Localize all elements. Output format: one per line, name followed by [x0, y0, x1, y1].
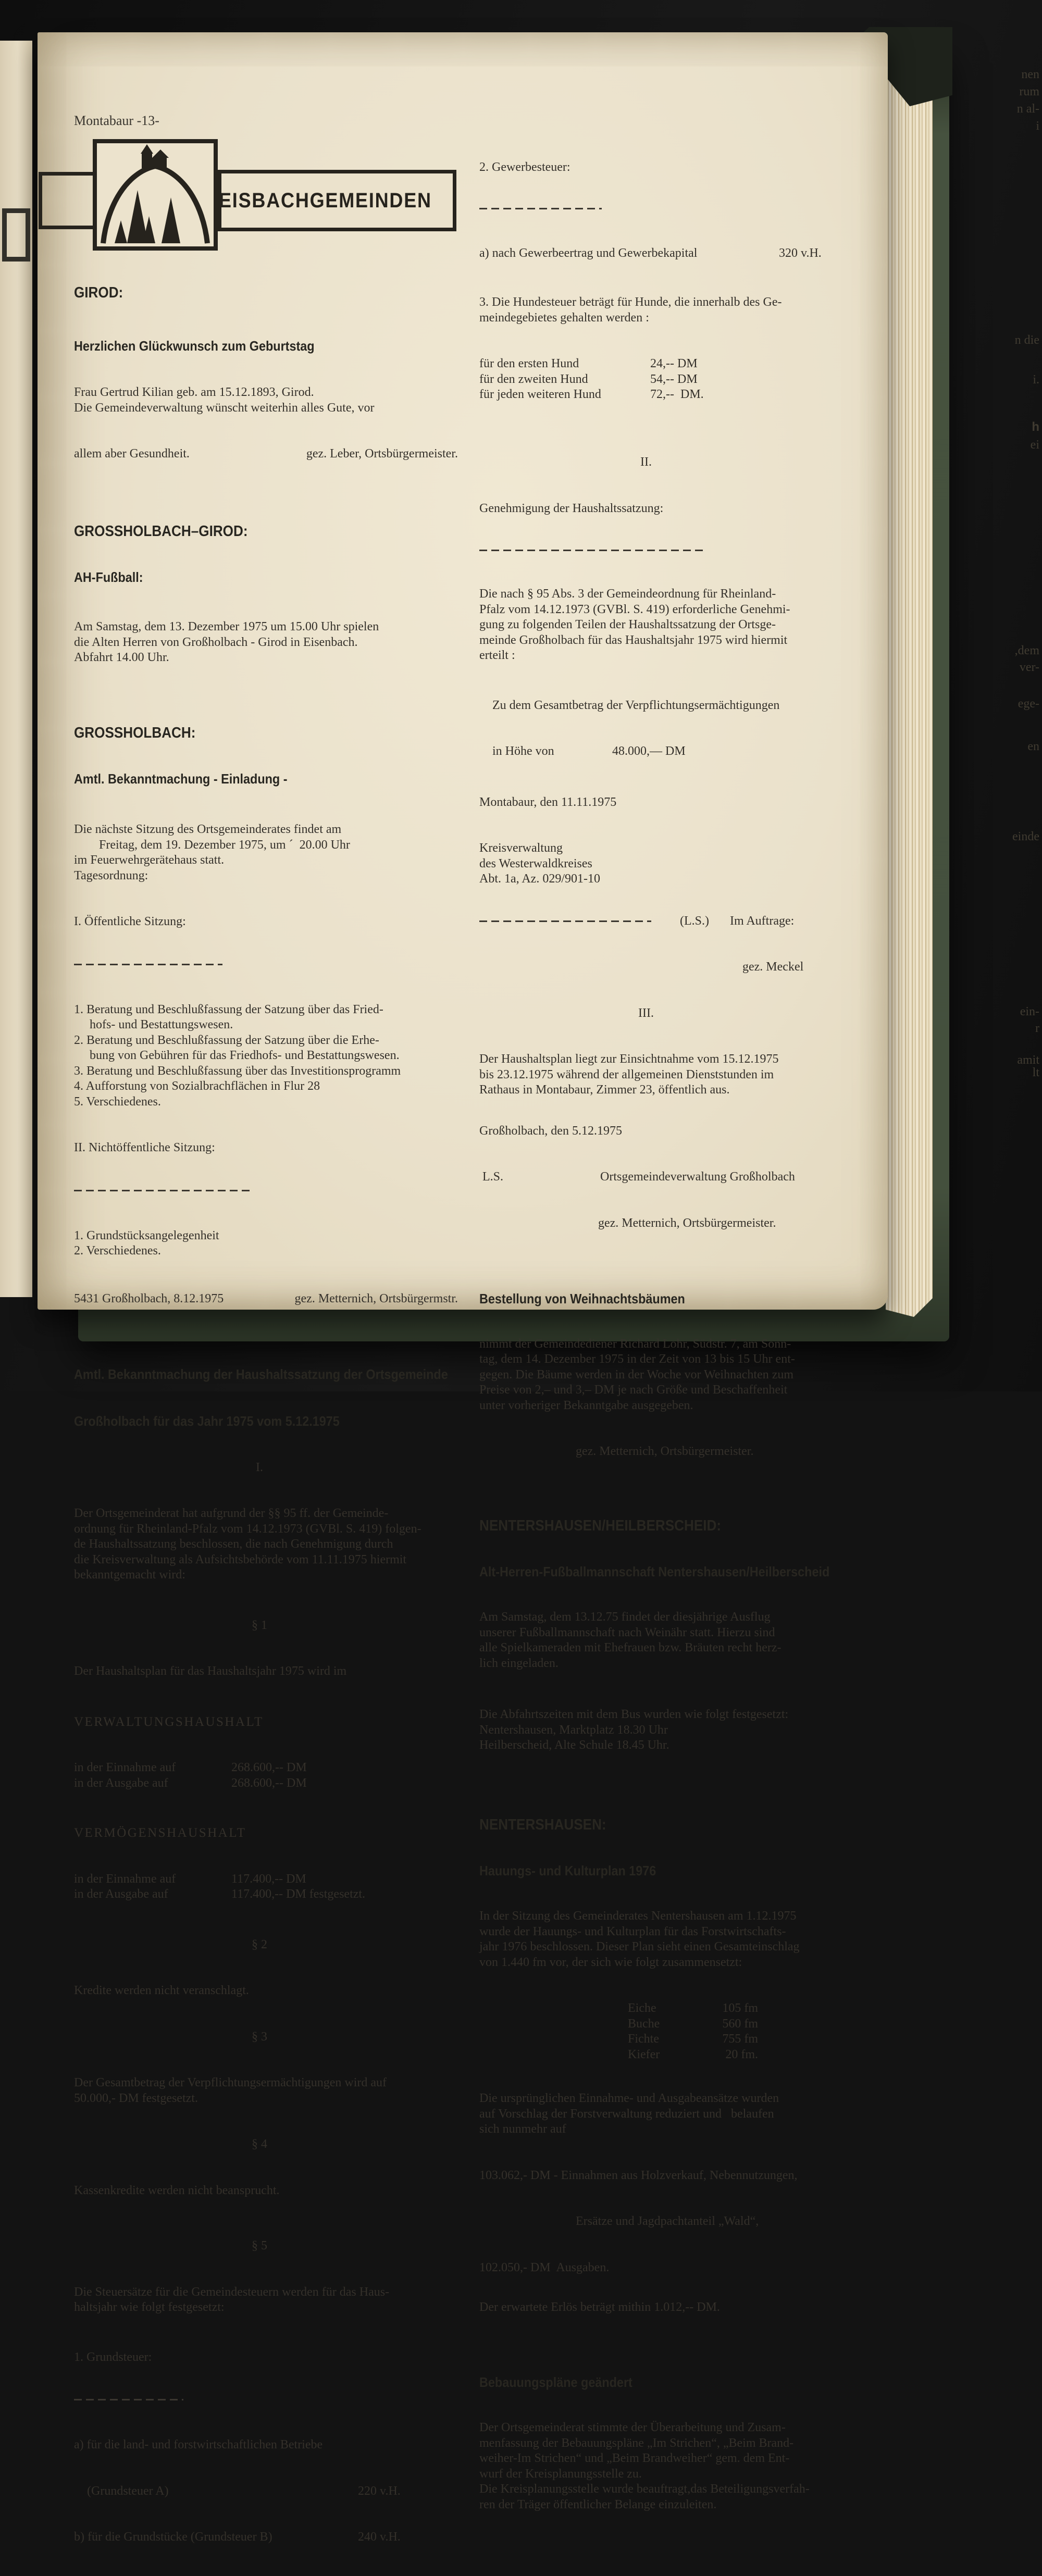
text-line: 4. Aufforstung von Sozialbrachflächen in Flur 28 — [74, 1079, 320, 1093]
text-line: alle Spielkameraden mit Ehefrauen bzw. Bräuten recht herz- — [479, 1641, 782, 1654]
tax-value: 320 v.H. — [779, 246, 822, 260]
adjacent-page-text-fragment: lt — [1032, 1066, 1039, 1079]
dashed-underline — [479, 208, 602, 209]
text-line: die Alten Herren von Großholbach - Girod in Eisenbach. — [74, 635, 358, 649]
text-line: nimmt der Gemeindediener Richard Lohr, Südstr. 7, am Sonn- — [479, 1337, 791, 1351]
section-heading-haushaltssatzung — [74, 1366, 458, 1383]
article-heading — [74, 771, 458, 786]
text-line: bis 23.12.1975 während der allgemeinen Dienststunden im — [479, 1067, 774, 1081]
budget-table — [74, 1872, 458, 1902]
agenda-public-header: I. Öffentliche Sitzung: — [74, 915, 186, 928]
paragraph — [74, 822, 458, 883]
text-line: von 1.440 fm vor, der sich wie folgt zusammensetzt: — [479, 1955, 742, 1969]
amount: 20 fm. — [725, 2047, 758, 2061]
text-line: unter vorheriger Bekanntgabe ausgegeben. — [479, 1398, 693, 1412]
text-line: weiher-Im Strichen“ und „Beim Brandweiher“ gem. dem Ent- — [479, 2451, 790, 2465]
text-line: 3. Die Hundesteuer beträgt für Hunde, die innerhalb des Ge- — [479, 295, 782, 309]
text-line: Pfalz vom 14.12.1973 (GVBl. S. 419) erforderliche Genehmi- — [479, 602, 790, 616]
title-banner — [218, 170, 456, 231]
text-line: im Feuerwehrgerätehaus statt. — [74, 853, 225, 867]
text-line: meindegebietes gehalten werden : — [479, 310, 649, 325]
text-line: sich nunmehr auf — [479, 2122, 566, 2136]
sender-block — [479, 841, 870, 887]
municipality-logo — [93, 139, 218, 251]
text-line: Die Gemeindeverwaltung wünscht weiterhin alles Gute, vor — [74, 401, 375, 415]
text-line: bekanntgemacht wird: — [74, 1568, 185, 1582]
tax-value: 220 v.H. — [358, 2484, 401, 2498]
label: in der Einnahme auf — [74, 1761, 176, 1774]
text-line: haltsjahr wie folgt festgesetzt: — [74, 2300, 225, 2314]
newsletter-page — [38, 32, 888, 2544]
dashed-underline — [74, 964, 222, 965]
signature: gez. Leber, Ortsbürgermeister. — [306, 447, 458, 461]
text-line: Tagesordnung: — [74, 868, 148, 882]
heading-text: GROSSHOLBACH–GIROD: — [74, 523, 248, 540]
amount: 105 fm — [722, 2001, 758, 2015]
page-edges — [886, 52, 933, 1317]
text-line: Kreisverwaltung — [479, 841, 563, 855]
tax-label: b) für die Grundstücke (Grundsteuer B) — [74, 2530, 272, 2544]
text-line: ordnung für Rheinland-Pfalz vom 14.12.1973 (GVBl. S. 419) folgen- — [74, 1522, 421, 1536]
amount-row — [479, 744, 870, 760]
paragraph-sign: § 1 — [252, 1618, 267, 1632]
article-heading-bebauungsplaene — [479, 2375, 870, 2390]
paragraph — [479, 1052, 870, 1098]
text-line: Die Abfahrtszeiten mit dem Bus wurden wie folgt festgesetzt: — [479, 1708, 789, 1721]
dog-tax-row — [479, 387, 870, 403]
heading-text: Herzlichen Glückwunsch zum Geburtstag — [74, 338, 315, 354]
paragraph — [479, 2091, 870, 2137]
text-line: hofs- und Bestattungswesen. — [74, 1018, 233, 1031]
authority-name: Ortsgemeindeverwaltung Großholbach — [600, 1170, 795, 1184]
adjacent-page-text-fragment: i. — [1033, 373, 1039, 387]
text-line: In der Sitzung des Gemeinderates Nentershausen am 1.12.1975 — [479, 1909, 797, 1923]
species: Kiefer — [628, 2047, 660, 2061]
species: Eiche — [628, 2001, 656, 2015]
adjacent-page-text-fragment: nen — [1021, 68, 1039, 81]
text-line: 1. Beratung und Beschlußfassung der Satzung über das Fried- — [74, 1002, 383, 1016]
text-line: Im Auftrage: — [730, 914, 795, 928]
heading-text: NENTERSHAUSEN: — [479, 1816, 606, 1833]
adjacent-page-text-fragment: ver- — [1019, 661, 1039, 674]
section-heading-haushaltssatzung-2 — [74, 1413, 458, 1429]
heading-text: Alt-Herren-Fußballmannschaft Nentershausen/Heilberscheid — [479, 1564, 830, 1579]
heading-text: Amtl. Bekanntmachung - Einladung - — [74, 771, 288, 787]
text-line: de Haushaltssatzung beschlossen, die nach Genehmigung durch — [74, 1537, 393, 1551]
adjacent-page-text-fragment: ege- — [1018, 697, 1039, 711]
heading-text: Hauungs- und Kulturplan 1976 — [479, 1863, 656, 1878]
text-line: wurf der Kreisplanungsstelle zu. — [479, 2467, 642, 2481]
paragraph — [479, 1909, 870, 1970]
section-heading-grossholbach — [74, 725, 458, 741]
paragraph — [74, 1506, 458, 1583]
wood-row — [628, 2032, 870, 2047]
text-line: Am Samstag, dem 13. Dezember 1975 um 15.00 Uhr spielen — [74, 620, 379, 633]
text-line: Abfahrt 14.00 Uhr. — [74, 651, 169, 664]
text-line: Die nach § 95 Abs. 3 der Gemeindeordnung für Rheinland- — [479, 587, 776, 601]
section-heading-grossholbach-girod — [74, 524, 458, 539]
adjacent-page-text-fragment: ei — [1030, 438, 1039, 452]
dog-tax-table — [479, 356, 870, 403]
wood-row — [628, 2047, 870, 2063]
adjacent-page-text-fragment: einde — [1012, 830, 1039, 843]
seal-row — [479, 914, 870, 929]
heading-text: Bestellung von Weihnachtsbäumen — [479, 1290, 685, 1306]
label: für den ersten Hund — [479, 357, 579, 370]
text-line: auf Vorschlag der Forstverwaltung reduziert und belaufen — [479, 2107, 774, 2121]
budget-title: VERMÖGENSHAUSHALT — [74, 1826, 246, 1840]
paragraph — [74, 619, 458, 666]
article-heading — [74, 570, 458, 584]
paragraph — [74, 2075, 458, 2106]
wood-row — [628, 2017, 870, 2032]
text-line: des Westerwaldkreises — [479, 856, 592, 870]
paragraph-sign: § 4 — [252, 2137, 267, 2151]
text-line: Nentershausen, Marktplatz 18.30 Uhr — [479, 1723, 668, 1737]
text-line: 103.062,- DM - Einnahmen aus Holzverkauf, Nebennutzungen, — [479, 2168, 798, 2182]
heading-text: GROSSHOLBACH: — [74, 725, 196, 741]
text-line: tag, dem 14. Dezember 1975 in der Zeit von 13 bis 15 Uhr ent- — [479, 1352, 795, 1366]
wood-table — [479, 2001, 870, 2062]
article-heading — [479, 1863, 870, 1878]
budget-row — [74, 1872, 458, 1887]
signature: gez. Metternich, Ortsbürgermstr. — [294, 1291, 458, 1305]
text-line: bung von Gebühren für das Friedhofs- und Bestattungswesen. — [74, 1049, 400, 1062]
value: 54,-- DM — [650, 372, 698, 386]
text-line: wurde der Hauungs- und Kulturplan für das Forstwirtschafts- — [479, 1924, 786, 1938]
label: für den zweiten Hund — [479, 372, 588, 386]
budget-row — [74, 1776, 458, 1791]
signature: gez. Meckel — [742, 960, 804, 974]
heading-text: AH-Fußball: — [74, 569, 143, 585]
label: für jeden weiteren Hund — [479, 388, 601, 401]
text-line: Der Ortsgemeinderat stimmte der Überarbeitung und Zusam- — [479, 2421, 786, 2434]
paragraph — [479, 1610, 870, 1671]
section-heading-girod — [74, 285, 458, 301]
text-line: Der erwartete Erlös beträgt mithin 1.012,-- DM. — [479, 2300, 720, 2314]
text-line: 3. Beratung und Beschlußfassung über das Investitionsprogramm — [74, 1064, 401, 1078]
text-line: Abt. 1a, Az. 029/901-10 — [479, 872, 600, 886]
dashed-underline — [479, 920, 651, 922]
roman-numeral: III. — [638, 1006, 654, 1020]
text-line: Kassenkredite werden nicht beansprucht. — [74, 2183, 280, 2197]
budget-row — [74, 1760, 458, 1776]
tax-rate-row — [479, 246, 870, 262]
text-line: Rathaus in Montabaur, Zimmer 23, öffentlich aus. — [479, 1083, 730, 1097]
place-date: Montabaur, den 11.11.1975 — [479, 795, 617, 809]
text-line: gegen. Die Bäume werden in der Woche vor Weihnachten zum — [479, 1367, 794, 1382]
text-line: Preise von 2,– und 3,– DM je nach Größe und Beschaffenheit — [479, 1383, 788, 1397]
text-line: 2. Verschiedenes. — [74, 1244, 161, 1258]
budget-row — [74, 1887, 458, 1902]
text-line: Der Ortsgemeinderat hat aufgrund der §§ 95 ff. der Gemeinde- — [74, 1507, 389, 1520]
seal-mark: (L.S.) — [680, 914, 709, 928]
article-heading-weihnachtsbaeume — [479, 1291, 870, 1306]
value: 72,-- DM. — [650, 388, 704, 401]
value: 117.400,-- DM festgesetzt. — [231, 1887, 366, 1901]
text-line: Frau Gertrud Kilian geb. am 15.12.1893, Girod. — [74, 385, 314, 399]
approval-header: Genehmigung der Haushaltssatzung: — [479, 501, 664, 515]
text-line: 2. Beratung und Beschlußfassung der Satzung über die Erhe- — [74, 1033, 379, 1047]
paragraph-sign: § 5 — [252, 2239, 267, 2253]
text-line: Kredite werden nicht veranschlagt. — [74, 1984, 249, 1997]
wood-row — [628, 2001, 870, 2017]
dashed-underline — [74, 2399, 183, 2400]
departure-times — [479, 1707, 870, 1753]
dog-tax-row — [479, 356, 870, 372]
text-line: Freitag, dem 19. Dezember 1975, um ´ 20.00 Uhr — [74, 838, 350, 852]
amount-value: 48.000,— DM — [612, 744, 686, 758]
place-date: Großholbach, den 5.12.1975 — [479, 1124, 622, 1138]
paragraph — [479, 587, 870, 664]
tax-label: a) nach Gewerbeertrag und Gewerbekapital — [479, 246, 698, 260]
text-line: Die ursprünglichen Einnahme- und Ausgabeansätze wurden — [479, 2092, 779, 2105]
dog-tax-row — [479, 372, 870, 388]
label: in der Ausgabe auf — [74, 1887, 168, 1901]
roman-numeral: II. — [640, 455, 652, 469]
signature-line — [74, 1291, 458, 1307]
text-line: 102.050,- DM Ausgaben. — [479, 2260, 610, 2274]
text-line: menfassung der Bebauungspläne „Im Strichen“, „Beim Brand- — [479, 2436, 794, 2450]
article-heading — [479, 1564, 870, 1579]
page-label: Montabaur -13- — [74, 113, 159, 128]
signature-line — [74, 446, 458, 462]
species: Fichte — [628, 2032, 659, 2046]
hill-church-icon — [97, 143, 214, 246]
amount: 755 fm — [722, 2032, 758, 2046]
adjacent-page-text-fragment: amit — [1017, 1053, 1039, 1067]
text-line: 5. Verschiedenes. — [74, 1094, 161, 1109]
text-line: lich eingeladen. — [479, 1656, 559, 1670]
label: in der Einnahme auf — [74, 1872, 176, 1886]
tax-header: 1. Grundsteuer: — [74, 2350, 152, 2364]
species: Buche — [628, 2017, 660, 2031]
text-line: meinde Großholbach für das Haushaltsjahr 1975 wird hiermit — [479, 633, 788, 647]
value: 268.600,-- DM — [231, 1761, 307, 1774]
tax-header: 2. Gewerbesteuer: — [479, 160, 570, 174]
adjacent-page-text-fragment: rum — [1019, 85, 1039, 98]
tax-rate-row — [74, 2530, 458, 2545]
label: in der Ausgabe auf — [74, 1776, 168, 1790]
article-heading — [74, 339, 458, 353]
text-line: erteilt : — [479, 649, 515, 662]
text-line: Der Gesamtbetrag der Verpflichtungsermächtigungen wird auf — [74, 2076, 387, 2089]
agenda-private-header: II. Nichtöffentliche Sitzung: — [74, 1141, 215, 1154]
adjacent-page-text-fragment: n al- — [1016, 102, 1039, 116]
signature: gez. Metternich, Ortsbürgermeister. — [576, 1445, 754, 1458]
text-line: jahr 1976 beschlossen. Dieser Plan sieht einen Gesamteinschlag — [479, 1940, 800, 1953]
seal-row — [479, 1169, 870, 1185]
text-line: gung zu folgenden Teilen der Haushaltssatzung der Ortsge- — [479, 618, 776, 631]
text-line: 50.000,- DM festgesetzt. — [74, 2091, 198, 2105]
adjacent-page-text-fragment: h — [1032, 420, 1039, 434]
amount: 560 fm — [722, 2017, 758, 2031]
text-line: 1. Grundstücksangelegenheit — [74, 1228, 219, 1242]
amount-label: in Höhe von — [492, 744, 554, 758]
paragraph-sign: § 2 — [252, 1937, 267, 1951]
heading-text: GIROD: — [74, 284, 123, 301]
dashed-underline — [479, 550, 706, 551]
agenda-private-items — [74, 1228, 458, 1259]
text-line: a) für die land- und forstwirtschaftlichen Betriebe — [74, 2438, 323, 2451]
adjacent-page-text-fragment: ein- — [1020, 1005, 1039, 1018]
paragraph — [479, 2420, 870, 2512]
value: 268.600,-- DM — [231, 1776, 307, 1790]
seal-mark: L.S. — [479, 1170, 504, 1184]
adjacent-page-text-fragment: n die — [1014, 333, 1039, 347]
text-line: Am Samstag, dem 13.12.75 findet der diesjährige Ausflug — [479, 1610, 771, 1624]
tax-value: 240 v.H. — [358, 2530, 401, 2544]
adjacent-page-box-fragment — [2, 208, 30, 262]
heading-text: Großholbach für das Jahr 1975 vom 5.12.1975 — [74, 1413, 340, 1429]
banner-left-stub — [39, 172, 99, 229]
dashed-underline — [74, 1190, 251, 1191]
adjacent-page-text-fragment: en — [1027, 740, 1039, 753]
text-line: Zu dem Gesamtbetrag der Verpflichtungsermächtigungen — [492, 698, 780, 712]
heading-text: Bebauungspläne geändert — [479, 2374, 632, 2390]
left-column — [74, 254, 458, 2576]
section-heading-nentershausen — [479, 1817, 870, 1833]
agenda-public-items — [74, 1002, 458, 1110]
budget-table — [74, 1760, 458, 1791]
value: 24,-- DM — [650, 357, 698, 370]
signature: gez. Metternich, Ortsbürgermeister. — [598, 1216, 776, 1230]
text-line: Ersätze und Jagdpachtanteil „Wald“, — [576, 2214, 759, 2228]
paragraph — [74, 2285, 458, 2316]
paragraph-sign: § 3 — [252, 2030, 267, 2044]
banner-title: EISBACHGEMEINDEN — [218, 189, 432, 212]
text-line: die Kreisverwaltung als Aufsichtsbehörde vom 11.11.1975 hiermit — [74, 1552, 407, 1566]
tax-rate-row — [74, 2484, 458, 2499]
text-line: unserer Fußballmannschaft nach Weinähr statt. Hierzu sind — [479, 1625, 775, 1639]
text-line: Die Steuersätze für die Gemeindesteuern werden für das Haus- — [74, 2285, 390, 2299]
section-heading-nentershausen-heilberscheid — [479, 1518, 870, 1534]
place-date: 5431 Großholbach, 8.12.1975 — [74, 1291, 224, 1305]
text-line: Die nächste Sitzung des Ortsgemeinderates findet am — [74, 823, 342, 836]
adjacent-page-text-fragment: ,dem — [1014, 644, 1039, 657]
roman-numeral: I. — [256, 1460, 263, 1474]
text-line: ren der Träger öffentlicher Belange einzuleiten. — [479, 2497, 717, 2511]
heading-text: Amtl. Bekanntmachung der Haushaltssatzung der Ortsgemeinde — [74, 1366, 448, 1382]
text-line: Der Haushaltsplan für das Haushaltsjahr 1975 wird im — [74, 1664, 347, 1678]
paragraph — [479, 1337, 870, 1414]
paragraph — [74, 385, 458, 416]
adjacent-page-text-fragment: r — [1035, 1022, 1039, 1035]
text-line: Die Kreisplanungsstelle wurde beauftragt,das Beteiligungsverfah- — [479, 2482, 810, 2496]
text-line: Heilberscheid, Alte Schule 18.45 Uhr. — [479, 1738, 669, 1752]
value: 117.400,-- DM — [231, 1872, 306, 1886]
paragraph — [479, 295, 870, 326]
heading-text: NENTERSHAUSEN/HEILBERSCHEID: — [479, 1517, 722, 1534]
adjacent-page-text-fragment: i — [1036, 119, 1039, 133]
tax-label: (Grundsteuer A) — [87, 2484, 169, 2498]
budget-title: VERWALTUNGSHAUSHALT — [74, 1714, 264, 1729]
text-line: allem aber Gesundheit. — [74, 447, 190, 461]
right-column — [479, 129, 870, 2543]
text-line: Der Haushaltsplan liegt zur Einsichtnahme vom 15.12.1975 — [479, 1052, 779, 1066]
